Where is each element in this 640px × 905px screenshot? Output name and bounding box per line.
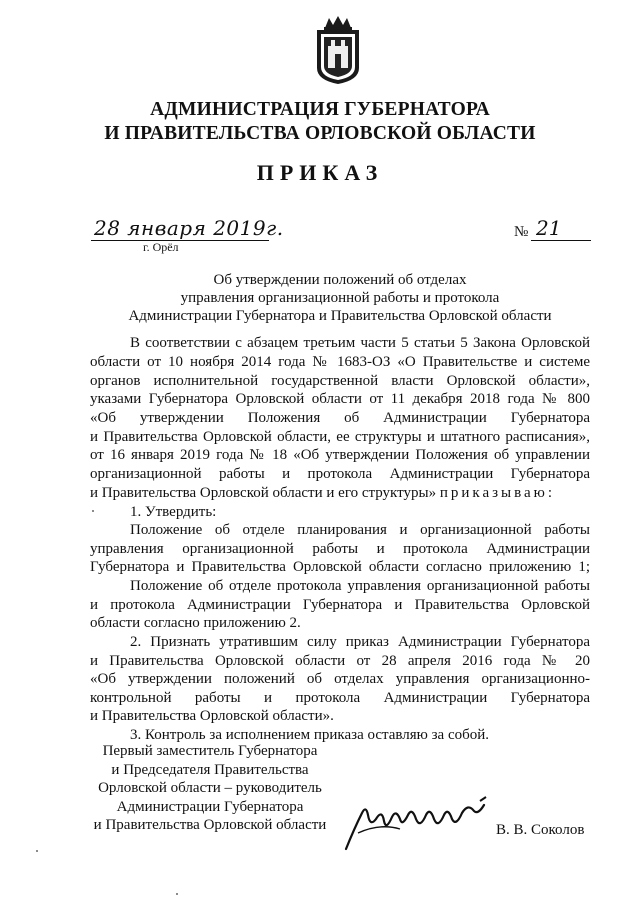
subject-line: Об утверждении положений об отделах: [213, 272, 467, 288]
position-line: и Правительства Орловской области: [93, 817, 327, 833]
scan-speck: [36, 850, 38, 852]
handwritten-date: 28 января 2019г.: [94, 216, 284, 240]
item1-heading: 1. Утвердить:: [130, 504, 217, 520]
preamble-line: В соответствии с абзацем третьим части 5 статьи 5 Закона Орловской: [130, 335, 590, 351]
preamble-line-last: [90, 484, 590, 503]
preamble-line: области от 10 ноября 2014 года № 1683-ОЗ «О Правительстве и системе: [90, 354, 590, 370]
preamble-line: и Правительства Орловской области, ее структуры и штатного расписания»,: [90, 429, 590, 445]
item1-para2-line: области согласно приложению 2.: [90, 615, 301, 631]
subject-line: управления организационной работы и протокола: [180, 290, 500, 306]
coat-of-arms-icon: [313, 16, 363, 86]
item1-para2-line: и протокола Администрации Губернатора и Правительства Орловской: [90, 597, 590, 613]
organization-name-line2: И ПРАВИТЕЛЬСТВА ОРЛОВСКОЙ ОБЛАСТИ: [104, 123, 536, 144]
preamble-line: органов исполнительной государственной власти Орловской области»,: [90, 373, 590, 389]
item2-line: 2. Признать утратившим силу приказ Администрации Губернатора: [130, 634, 590, 650]
item1-para1-line: управления организационной работы и протокола Администрации: [90, 541, 590, 557]
position-line: Администрации Губернатора: [116, 798, 304, 815]
preamble-line-text: и Правительства Орловской области и его структуры»: [90, 485, 437, 501]
subject-line: Администрации Губернатора и Правительства Орловской области: [128, 308, 552, 324]
item1-para1-line: Губернатора и Правительства Орловской области согласно приложению 1;: [90, 559, 590, 575]
item1-para1-line: Положение об отделе планирования и организационной работы: [130, 522, 590, 538]
item1-para2-line: Положение об отделе протокола управления организационной работы: [130, 578, 590, 594]
organization-name-line1: АДМИНИСТРАЦИЯ ГУБЕРНАТОРА: [150, 99, 490, 120]
position-line: Орловской области – руководитель: [98, 780, 322, 796]
preamble-line: указами Губернатора Орловской области от 11 декабря 2018 года № 800: [90, 391, 590, 407]
order-subject: [90, 271, 590, 325]
signatory-name: В. В. Соколов: [496, 822, 585, 838]
position-line: и Председателя Правительства: [111, 761, 309, 778]
preamble-line: организационной работы и протокола Администрации Губернатора: [90, 466, 590, 482]
item2-line: и Правительства Орловской области».: [90, 708, 334, 724]
number-underline: [531, 240, 591, 241]
item3-line: 3. Контроль за исполнением приказа оставляю за собой.: [130, 727, 490, 743]
date-underline: [91, 240, 269, 241]
item2-line: и Правительства Орловской области от 28 апреля 2016 года № 20: [90, 653, 590, 669]
handwritten-signature: [340, 793, 500, 853]
city-label: г. Орёл: [143, 240, 179, 254]
preamble-line: «Об утверждении Положения об Администрации Губернатора: [90, 410, 590, 426]
scan-speck: [176, 893, 178, 895]
number-label: №: [514, 224, 529, 240]
preamble-line: от 16 января 2019 года № 18 «Об утверждении Положения об управлении: [90, 447, 590, 463]
item2-line: «Об утверждении положений об отделах управления организационно-: [90, 671, 590, 687]
scan-speck: [92, 510, 94, 512]
prikazyvayu-word: приказываю:: [439, 485, 556, 501]
position-line: Первый заместитель Губернатора: [102, 743, 318, 759]
signatory-position: [90, 742, 330, 835]
document-type-title: ПРИКАЗ: [256, 160, 384, 185]
item2-line: контрольной работы и протокола Администрации Губернатора: [90, 690, 590, 706]
handwritten-number: 21: [536, 216, 562, 240]
